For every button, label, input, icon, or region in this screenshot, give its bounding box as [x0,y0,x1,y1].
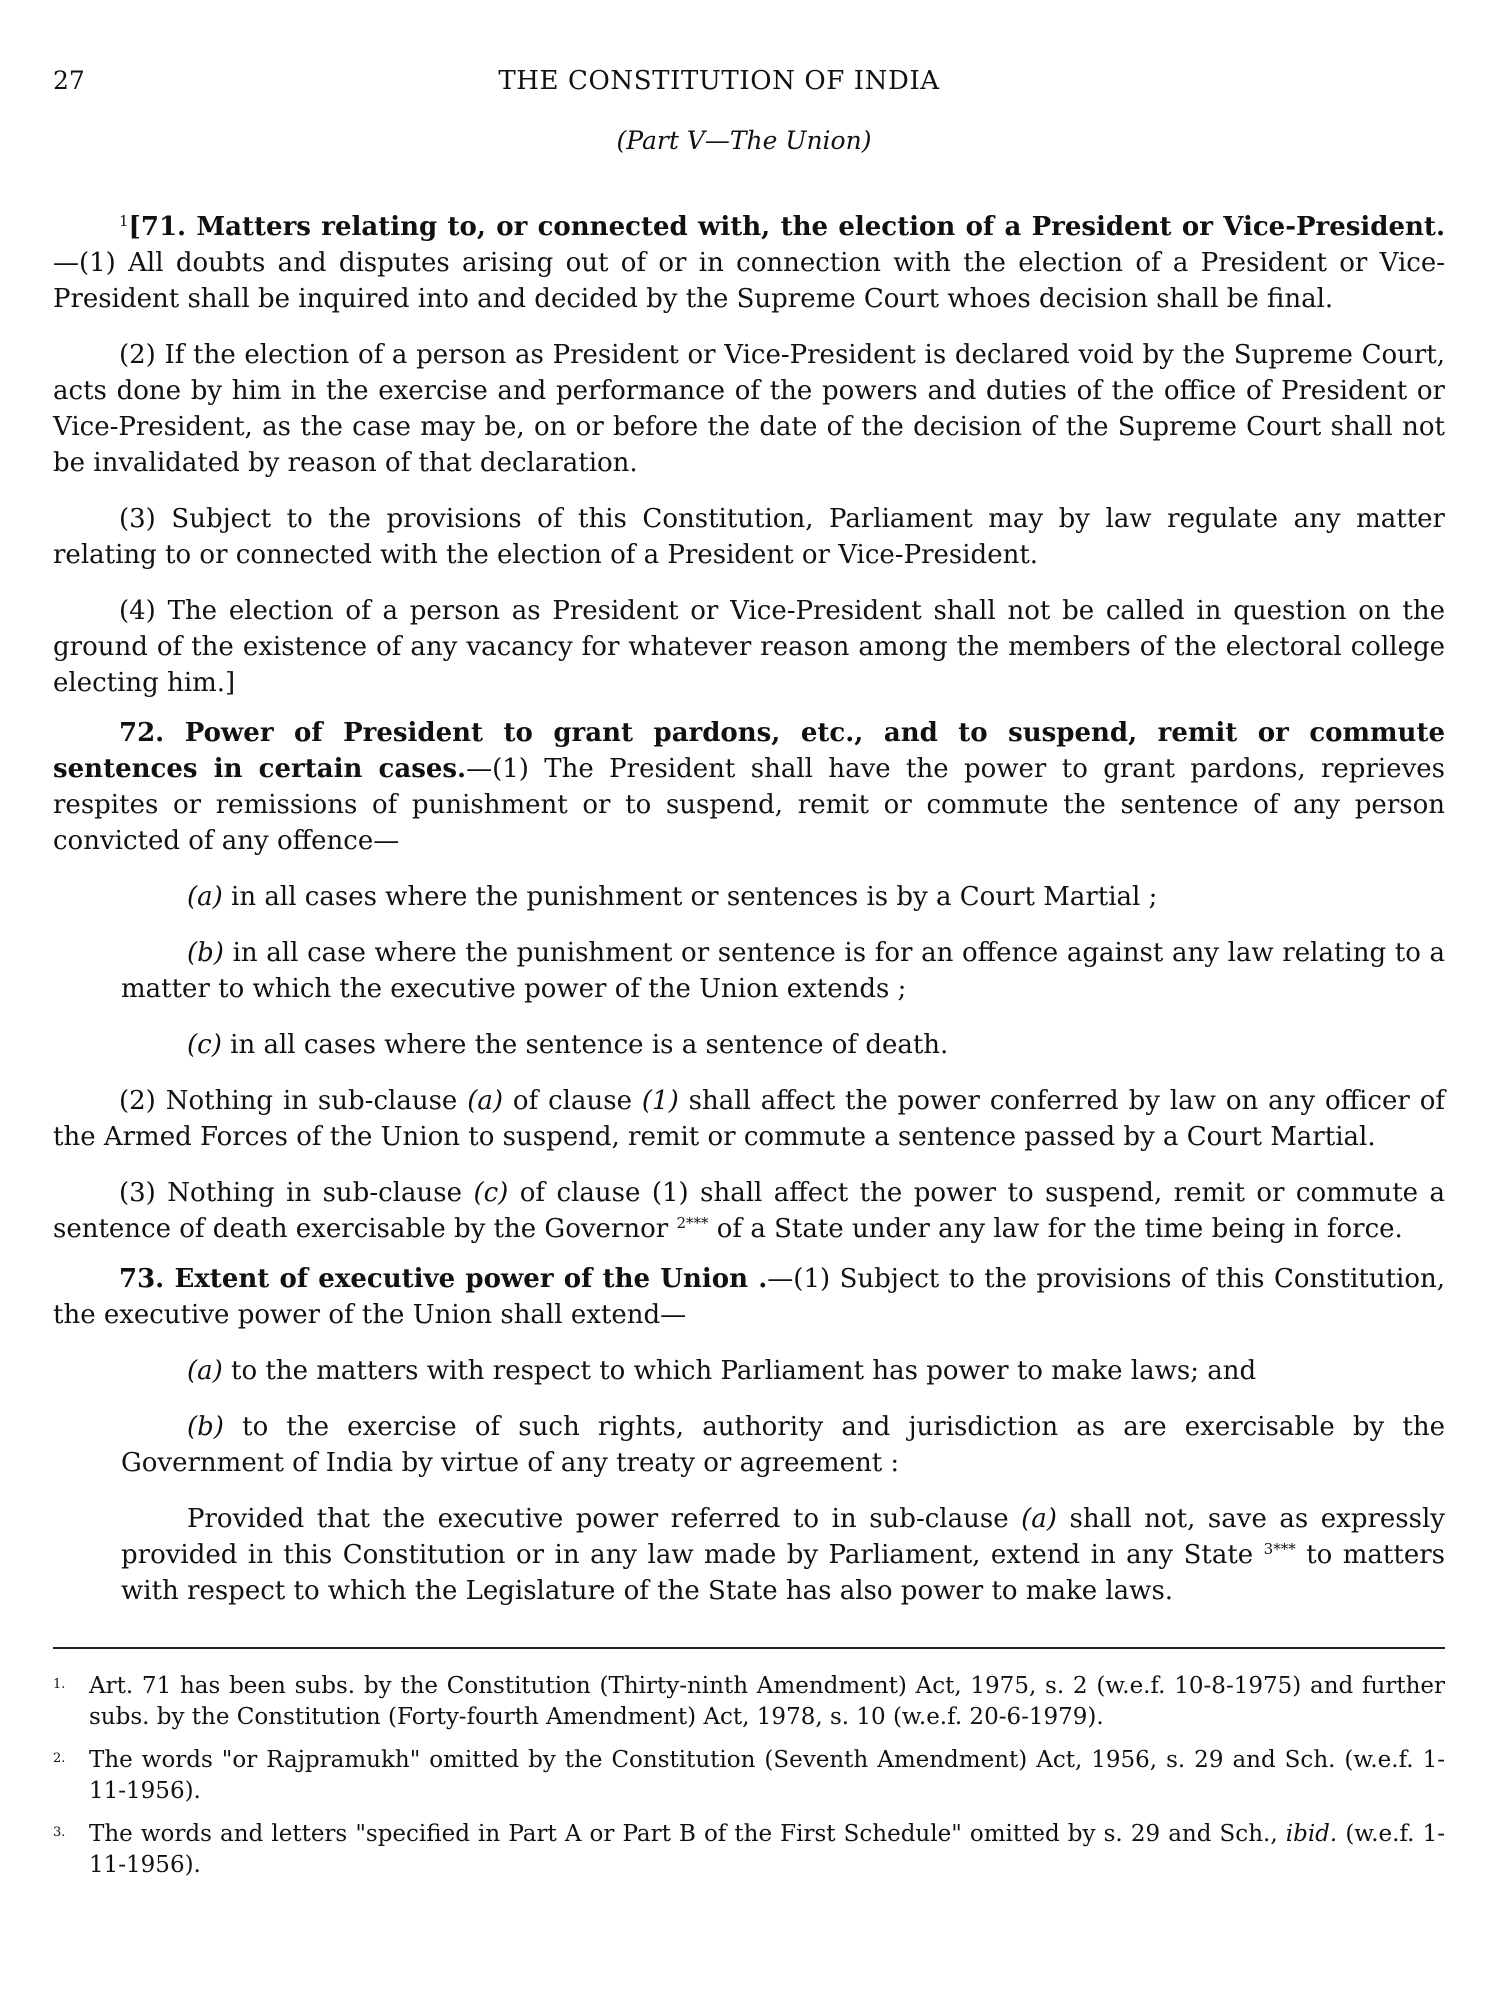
article-73-proviso: Provided that the executive power referred to in sub-clause (a) shall not, save as expressly provided in this Constitution or in any law made by Parliament, extend in any State $^{3***}$ to matters with respect to which the Legislature of the State has also power to make laws. [121,1504,1445,1606]
article-71-heading: [71. Matters relating to, or connected with, the election of a President or Vice-President. [128,212,1445,242]
article-72-clause-3: (3) Nothing in sub-clause (c) of clause (1) shall affect the power to suspend, remit or commute a sentence of death exercisable by the Governor $^{2***}$ of a State under any law for the time being in force. [53,1178,1445,1244]
footnote-ref-3[interactable]: 3*** [1263,1540,1296,1558]
article-73-subclause-a: (a) to the matters with respect to which Parliament has power to make laws; and [187,1356,1257,1386]
page-number: 27 [53,66,85,95]
article-71-clause-4: (4) The election of a person as President or Vice-President shall not be called in question on the ground of the existence of any vacancy for whatever reason among the members of the electoral college electing him.] [53,596,1445,698]
article-72-clause-2: (2) Nothing in sub-clause (a) of clause (1) shall affect the power conferred by law on any officer of the Armed Forces of the Union to suspend, remit or commute a sentence passed by a Court Martial. [53,1086,1445,1152]
footnote-number: 3. [53,1825,66,1840]
article-72-subclause-b: (b) in all case where the punishment or sentence is for an offence against any law relating to a matter to which the executive power of the Union extends ; [121,938,1445,1004]
footnote-text: Art. 71 has been subs. by the Constitution (Thirty-ninth Amendment) Act, 1975, s. 2 (w.e.f. 10-8-1975) and further subs. by the Constitution (Forty-fourth Amendment) Act, 1978, s. 10 (w.e.f. 20-6-1979). [89,1673,1445,1730]
document-page [53,58,1445,1893]
footnote-number: 2. [53,1751,66,1766]
article-73-heading: 73. Extent of executive power of the Union . [119,1264,768,1294]
footnote-ref-1[interactable]: 1 [119,212,129,230]
article-72-subclause-a: (a) in all cases where the punishment or sentences is by a Court Martial ; [187,882,1158,912]
footnote-3 [53,1819,1445,1881]
page-subtitle: (Part V—The Union) [616,126,872,155]
footnote-number: 1. [53,1677,66,1692]
footnote-1 [53,1671,1445,1733]
article-72-subclause-c: (c) in all cases where the sentence is a sentence of death. [187,1030,949,1060]
footnote-ref-2[interactable]: 2*** [676,1214,709,1232]
footnote-2 [53,1745,1445,1807]
footnote-text: The words and letters "specified in Part A or Part B of the First Schedule" omitted by s. 29 and Sch., ibid. (w.e.f. 1-11-1956). [89,1821,1445,1878]
article-72-heading: 72. Power of President to grant pardons, etc., and to suspend, remit or commute sentences in certain cases. [53,718,1445,784]
footnote-divider [53,1647,1445,1649]
page-title: THE CONSTITUTION OF INDIA [498,66,940,96]
article-73-subclause-b: (b) to the exercise of such rights, authority and jurisdiction as are exercisable by the Government of India by virtue of any treaty or agreement : [121,1412,1445,1478]
article-71-clause-1: $^1$[71. Matters relating to, or connected with, the election of a President or Vice-President.—(1) All doubts and disputes arising out of or in connection with the election of a President or Vice-President shall be inquired into and decided by the Supreme Court whoes decision shall be final. [53,212,1445,314]
page-header [53,58,1445,110]
footnote-text: The words "or Rajpramukh" omitted by the Constitution (Seventh Amendment) Act, 1956, s. 29 and Sch. (w.e.f. 1-11-1956). [89,1747,1445,1804]
article-73-clause-1: 73. Extent of executive power of the Union .—(1) Subject to the provisions of this Constitution, the executive power of the Union shall extend— [53,1264,1445,1330]
article-71-clause-3: (3) Subject to the provisions of this Constitution, Parliament may by law regulate any matter relating to or connected with the election of a President or Vice-President. [53,504,1445,570]
article-72-clause-1: 72. Power of President to grant pardons, etc., and to suspend, remit or commute sentences in certain cases.—(1) The President shall have the power to grant pardons, reprieves respites or remissions of punishment or to suspend, remit or commute the sentence of any person convicted of any offence— [53,718,1445,856]
article-71-clause-2: (2) If the election of a person as President or Vice-President is declared void by the Supreme Court, acts done by him in the exercise and performance of the powers and duties of the office of President or Vice-President, as the case may be, on or before the date of the decision of the Supreme Court shall not be invalidated by reason of that declaration. [53,340,1445,478]
